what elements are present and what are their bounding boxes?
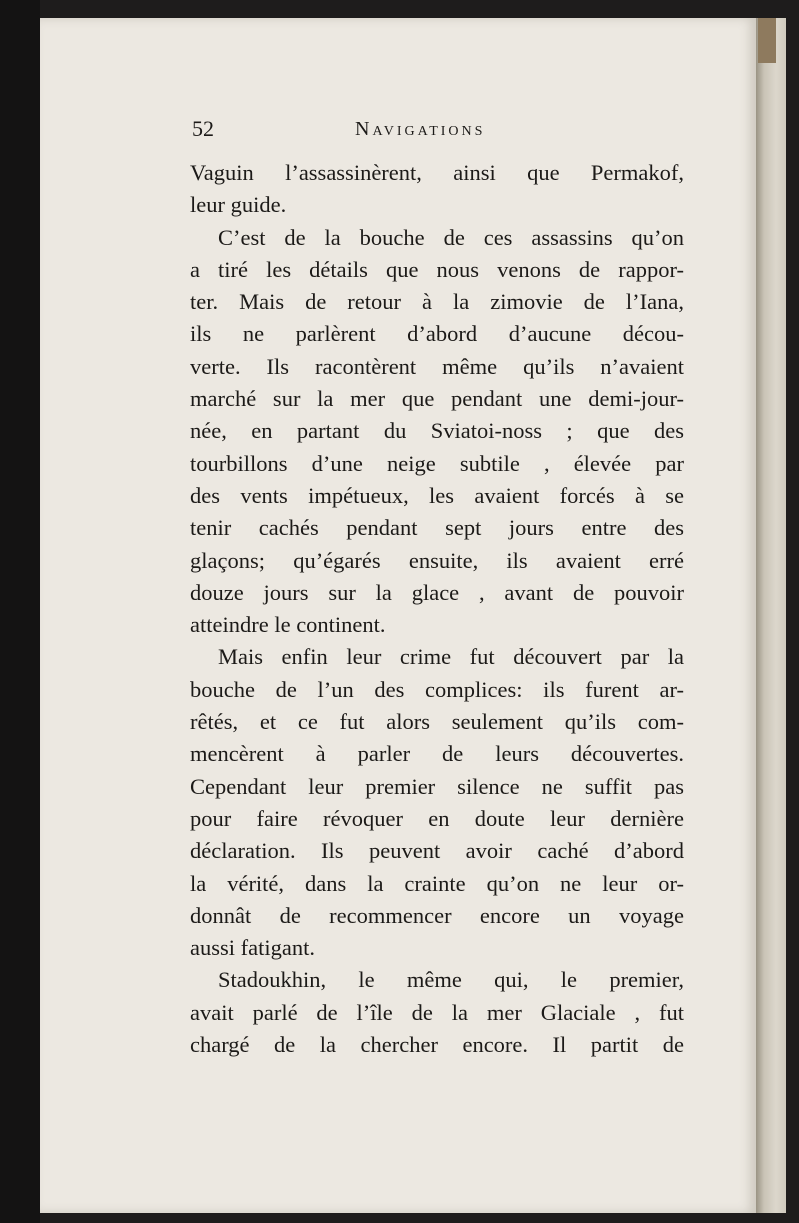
text-line: a tiré les détails que nous venons de rappor- <box>190 256 684 282</box>
adjacent-page-edge <box>756 18 786 1213</box>
running-title: Navigations <box>355 118 486 140</box>
text-line: Mais enfin leur crime fut découvert par la <box>218 644 684 670</box>
text-line: Stadoukhin, le même qui, le premier, <box>218 967 684 993</box>
text-line: leur guide. <box>190 192 287 218</box>
text-line: ils ne parlèrent d’abord d’aucune décou- <box>190 321 684 347</box>
text-line: bouche de l’un des complices: ils furent ar- <box>190 676 684 702</box>
text-line: la vérité, dans la crainte qu’on ne leur or- <box>190 870 684 896</box>
text-line: rêtés, et ce fut alors seulement qu’ils com- <box>190 709 684 735</box>
text-line: atteindre le continent. <box>190 612 386 638</box>
text-line: marché sur la mer que pendant une demi-jour- <box>190 386 684 412</box>
page-tab-mark <box>758 18 776 63</box>
text-line: née, en partant du Sviatoi-noss ; que des <box>190 418 684 444</box>
body-text <box>190 157 684 1061</box>
page-number: 52 <box>192 116 214 141</box>
page-header <box>192 116 682 146</box>
scan-left-edge <box>0 0 40 1223</box>
text-line: verte. Ils racontèrent même qu’ils n’avaient <box>190 353 684 379</box>
text-line: Cependant leur premier silence ne suffit pas <box>190 773 684 799</box>
text-line: pour faire révoquer en doute leur dernière <box>190 805 684 831</box>
text-line: glaçons; qu’égarés ensuite, ils avaient erré <box>190 547 684 573</box>
text-line: douze jours sur la glace , avant de pouvoir <box>190 579 684 605</box>
text-line: mencèrent à parler de leurs découvertes. <box>190 741 684 767</box>
text-line: donnât de recommencer encore un voyage <box>190 902 684 928</box>
text-line: avait parlé de l’île de la mer Glaciale , fut <box>190 999 684 1025</box>
text-line: aussi fatigant. <box>190 935 315 961</box>
text-line: tourbillons d’une neige subtile , élevée par <box>190 450 684 476</box>
text-line: C’est de la bouche de ces assassins qu’on <box>218 224 684 250</box>
text-line: tenir cachés pendant sept jours entre des <box>190 515 684 541</box>
text-line: ter. Mais de retour à la zimovie de l’Iana, <box>190 289 684 315</box>
text-line: déclaration. Ils peuvent avoir caché d’abord <box>190 838 684 864</box>
text-line: des vents impétueux, les avaient forcés à se <box>190 482 684 508</box>
text-line: chargé de la chercher encore. Il partit de <box>190 1032 684 1058</box>
text-line: Vaguin l’assassinèrent, ainsi que Permakof, <box>190 160 684 185</box>
